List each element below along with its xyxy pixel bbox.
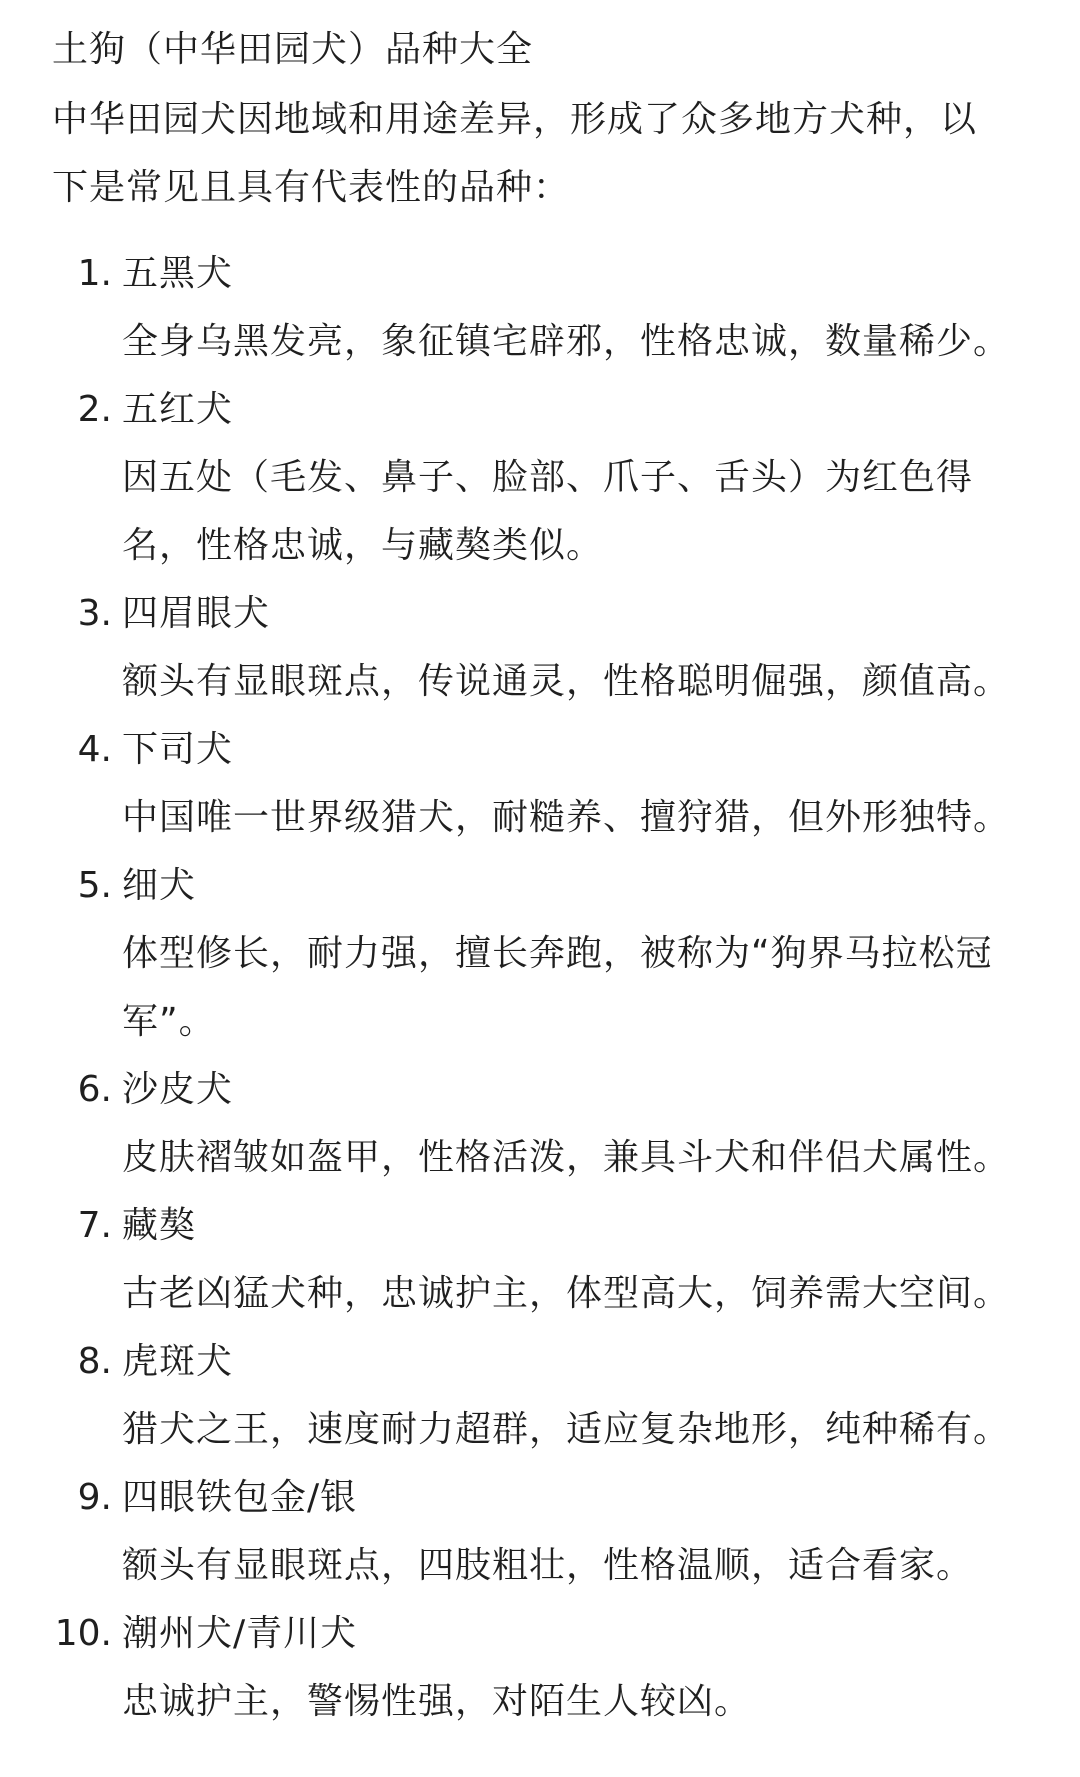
intro-paragraph (52, 86, 1032, 222)
item-number: 6. (77, 1069, 112, 1110)
list-item (0, 852, 1080, 1056)
item-name: 潮州犬/青川犬 (122, 1613, 358, 1654)
item-number: 2. (77, 389, 112, 430)
intro-line: 下是常见且具有代表性的品种： (52, 167, 571, 208)
item-name: 下司犬 (122, 729, 234, 770)
item-name: 四眉眼犬 (122, 593, 271, 634)
description-line: 猎犬之王，速度耐力超群，适应复杂地形，纯种稀有。 (122, 1409, 1011, 1450)
item-name: 沙皮犬 (122, 1069, 234, 1110)
description-line: 军”。 (122, 1001, 216, 1042)
item-description (122, 1260, 1032, 1328)
item-description (122, 1396, 1032, 1464)
item-name: 四眼铁包金/银 (122, 1477, 358, 1518)
list-item (0, 1600, 1080, 1736)
item-number: 1. (77, 253, 112, 294)
item-description (122, 920, 1032, 1056)
list-item (0, 1056, 1080, 1192)
list-item (0, 716, 1080, 852)
item-name: 五黑犬 (122, 253, 234, 294)
description-line: 名，性格忠诚，与藏獒类似。 (122, 525, 604, 566)
item-number: 5. (77, 865, 112, 906)
item-description (122, 1124, 1032, 1192)
item-name: 虎斑犬 (122, 1341, 234, 1382)
item-number: 9. (77, 1477, 112, 1518)
item-number: 10. (54, 1613, 112, 1654)
item-name: 藏獒 (122, 1205, 197, 1246)
list-item (0, 376, 1080, 580)
description-line: 因五处（毛发、鼻子、脸部、爪子、舌头）为红色得 (122, 457, 974, 498)
item-description (122, 444, 1032, 580)
description-line: 古老凶猛犬种，忠诚护主，体型高大，饲养需大空间。 (122, 1273, 1011, 1314)
list-item (0, 1328, 1080, 1464)
description-line: 额头有显眼斑点，四肢粗壮，性格温顺，适合看家。 (122, 1545, 974, 1586)
item-description (122, 1532, 1032, 1600)
list-item (0, 1464, 1080, 1600)
description-line: 皮肤褶皱如盔甲，性格活泼，兼具斗犬和伴侣犬属性。 (122, 1137, 1011, 1178)
description-line: 额头有显眼斑点，传说通灵，性格聪明倔强，颜值高。 (122, 661, 1011, 702)
item-description (122, 648, 1032, 716)
item-number: 4. (77, 729, 112, 770)
list-item (0, 240, 1080, 376)
item-description (122, 784, 1032, 852)
description-line: 忠诚护主，警惕性强，对陌生人较凶。 (122, 1681, 752, 1722)
description-line: 全身乌黑发亮，象征镇宅辟邪，性格忠诚，数量稀少。 (122, 321, 1011, 362)
breed-list (0, 240, 1080, 1736)
item-number: 3. (77, 593, 112, 634)
intro-line: 中华田园犬因地域和用途差异，形成了众多地方犬种，以 (52, 99, 978, 140)
page-title: 土狗（中华田园犬）品种大全 (52, 29, 534, 70)
item-description (122, 1668, 1032, 1736)
description-line: 中国唯一世界级猎犬，耐糙养、擅狩猎，但外形独特。 (122, 797, 1011, 838)
list-item (0, 1192, 1080, 1328)
item-name: 细犬 (122, 865, 197, 906)
item-name: 五红犬 (122, 389, 234, 430)
item-number: 8. (77, 1341, 112, 1382)
item-number: 7. (77, 1205, 112, 1246)
item-description (122, 308, 1032, 376)
description-line: 体型修长，耐力强，擅长奔跑，被称为“狗界马拉松冠 (122, 933, 993, 974)
list-item (0, 580, 1080, 716)
